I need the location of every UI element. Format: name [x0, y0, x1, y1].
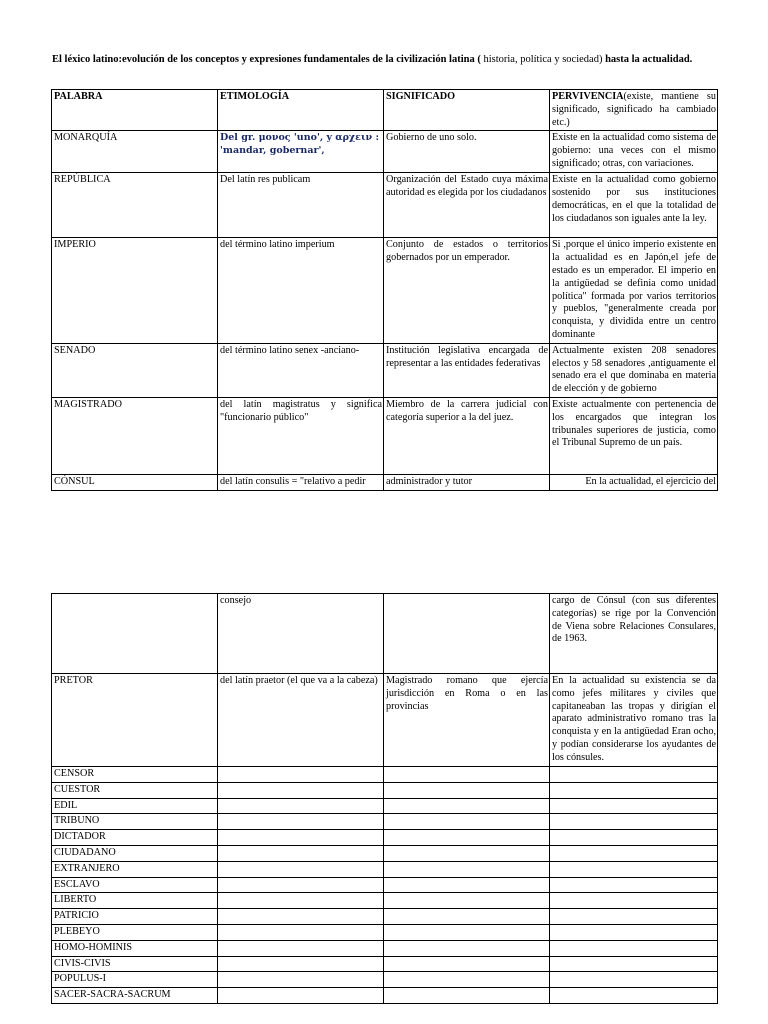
- cell-pervivencia: [550, 782, 718, 798]
- cell-etimologia: del latín magistratus y significa "funcionario público": [218, 397, 384, 474]
- cell-etimologia: [218, 767, 384, 783]
- table-row: [52, 861, 718, 877]
- cell-pervivencia: En la actualidad su existencia se da como jefes militares y civiles que capitaneaban las tropas y dirigían el aparato administrativo romano tras la conquista y en la antigüedad Eran ocho, y podían considerarse los ayudantes de los cónsules.: [550, 674, 718, 767]
- table-row: [52, 988, 718, 1004]
- document-heading: [52, 52, 718, 68]
- table-row: [52, 238, 718, 343]
- cell-pervivencia: [550, 940, 718, 956]
- table-row: [52, 924, 718, 940]
- cell-pervivencia: [550, 956, 718, 972]
- cell-pervivencia: [550, 893, 718, 909]
- cell-significado: [384, 845, 550, 861]
- cell-pervivencia: Si ,porque el único imperio existente en la actualidad es en Japón,el jefe de estado es un emperador. El imperio en la antigüedad se definia como unidad política" formada por varios territorios y pueblos, "generalmente creada por conquista, y dividida entre un centro dominante: [550, 238, 718, 343]
- cell-palabra: EXTRANJERO: [52, 861, 218, 877]
- vocabulary-table-continued: [51, 593, 718, 1004]
- cell-pervivencia: Actualmente existen 208 senadores electos y 58 senadores ,antiguamente el senado era el que dominaba en materia de elección y de gobierno: [550, 343, 718, 397]
- cell-significado: Magistrado romano que ejercía jurisdicción en Roma o en las provincias: [384, 674, 550, 767]
- empty-word-rows: [52, 767, 718, 1004]
- cell-significado: administrador y tutor: [384, 474, 550, 490]
- cell-palabra: REPÚBLICA: [52, 173, 218, 238]
- cell-significado: Miembro de la carrera judicial con categoría superior a la del juez.: [384, 397, 550, 474]
- cell-pervivencia: cargo de Cónsul (con sus diferentes categorías) se rige por la Convención de Viena sobre Relaciones Consulares, de 1963.: [550, 594, 718, 674]
- cell-etimologia: [218, 798, 384, 814]
- cell-palabra: CÓNSUL: [52, 474, 218, 490]
- cell-palabra: LIBERTO: [52, 893, 218, 909]
- cell-pervivencia: En la actualidad, el ejercicio del: [550, 474, 718, 490]
- cell-palabra: MONARQUÍA: [52, 131, 218, 173]
- cell-palabra: [52, 594, 218, 674]
- cell-pervivencia: [550, 924, 718, 940]
- vocabulary-table-top: [51, 89, 718, 491]
- cell-palabra: CIUDADANO: [52, 845, 218, 861]
- heading-bold-end: hasta la actualidad.: [605, 54, 693, 65]
- cell-significado: [384, 767, 550, 783]
- cell-significado: [384, 877, 550, 893]
- cell-significado: [384, 909, 550, 925]
- cell-palabra: SENADO: [52, 343, 218, 397]
- cell-pervivencia: [550, 798, 718, 814]
- table-row: [52, 474, 718, 490]
- table-row: [52, 767, 718, 783]
- cell-etimologia: [218, 988, 384, 1004]
- table-row: [52, 782, 718, 798]
- cell-etimologia: [218, 814, 384, 830]
- cell-etimologia: [218, 893, 384, 909]
- cell-pervivencia: [550, 909, 718, 925]
- cell-pervivencia: [550, 845, 718, 861]
- cell-significado: [384, 814, 550, 830]
- table-row: [52, 956, 718, 972]
- cell-significado: [384, 924, 550, 940]
- table-row: [52, 674, 718, 767]
- table-row: [52, 909, 718, 925]
- cell-palabra: PRETOR: [52, 674, 218, 767]
- cell-etimologia: [218, 782, 384, 798]
- cell-palabra: PLEBEYO: [52, 924, 218, 940]
- cell-significado: [384, 861, 550, 877]
- table-row: [52, 940, 718, 956]
- table-row: [52, 893, 718, 909]
- table-row: [52, 830, 718, 846]
- cell-palabra: ESCLAVO: [52, 877, 218, 893]
- cell-palabra: MAGISTRADO: [52, 397, 218, 474]
- cell-significado: Conjunto de estados o territorios gobernados por un emperador.: [384, 238, 550, 343]
- cell-palabra: CUESTOR: [52, 782, 218, 798]
- cell-significado: [384, 988, 550, 1004]
- cell-significado: [384, 940, 550, 956]
- table-row: [52, 173, 718, 238]
- cell-etimologia: [218, 830, 384, 846]
- cell-pervivencia: [550, 877, 718, 893]
- cell-palabra: EDIL: [52, 798, 218, 814]
- cell-significado: [384, 893, 550, 909]
- heading-bold-start: El léxico latino:evolución de los conceptos y expresiones fundamentales de la civilización latina (: [52, 54, 481, 65]
- table-row: [52, 845, 718, 861]
- cell-significado: Gobierno de uno solo.: [384, 131, 550, 173]
- cell-pervivencia: [550, 830, 718, 846]
- cell-etimologia: [218, 861, 384, 877]
- cell-significado: [384, 956, 550, 972]
- cell-palabra: CIVIS-CIVIS: [52, 956, 218, 972]
- cell-pervivencia: [550, 972, 718, 988]
- header-pervivencia-note: (existe, mantiene su significado, significado ha cambiado etc.): [552, 91, 716, 128]
- cell-pervivencia: Existe en la actualidad como sistema de gobierno: una veces con el mismo significado; otras, con variaciones.: [550, 131, 718, 173]
- cell-etimologia: [218, 956, 384, 972]
- cell-palabra: POPULUS-I: [52, 972, 218, 988]
- cell-etimologia: del término latino senex -anciano-: [218, 343, 384, 397]
- cell-pervivencia: [550, 988, 718, 1004]
- cell-palabra: DICTADOR: [52, 830, 218, 846]
- table-row: [52, 877, 718, 893]
- cell-significado: [384, 594, 550, 674]
- cell-significado: [384, 782, 550, 798]
- cell-significado: Institución legislativa encargada de representar a las entidades federativas: [384, 343, 550, 397]
- cell-etimologia: [218, 909, 384, 925]
- table-row: [52, 397, 718, 474]
- cell-pervivencia: Existe en la actualidad como gobierno sostenido por sus instituciones democráticas, en el que la totalidad de los ciudadanos son iguales ante la ley.: [550, 173, 718, 238]
- cell-significado: Organización del Estado cuya máxima autoridad es elegida por los ciudadanos: [384, 173, 550, 238]
- cell-etimologia: [218, 972, 384, 988]
- cell-palabra: HOMO-HOMINIS: [52, 940, 218, 956]
- header-significado: SIGNIFICADO: [384, 90, 550, 131]
- table-row: [52, 343, 718, 397]
- cell-etimologia: [218, 940, 384, 956]
- cell-etimologia: [218, 877, 384, 893]
- cell-etimologia: consejo: [218, 594, 384, 674]
- table-row: [52, 131, 718, 173]
- cell-etimologia: [218, 845, 384, 861]
- table-row: [52, 798, 718, 814]
- cell-palabra: CENSOR: [52, 767, 218, 783]
- table-row: [52, 972, 718, 988]
- header-pervivencia: [550, 90, 718, 131]
- table-row: [52, 594, 718, 674]
- cell-palabra: PATRICIO: [52, 909, 218, 925]
- cell-pervivencia: [550, 814, 718, 830]
- heading-normal: historia, política y sociedad): [480, 54, 606, 65]
- cell-pervivencia: Existe actualmente con pertenencia de los encargados que integran los tribunales superiores de justicia, como el Tribunal Supremo de un país.: [550, 397, 718, 474]
- table-header-row: [52, 90, 718, 131]
- cell-etimologia: del término latino imperium: [218, 238, 384, 343]
- table-row: [52, 814, 718, 830]
- cell-significado: [384, 830, 550, 846]
- header-pervivencia-label: PERVIVENCIA: [552, 91, 624, 102]
- header-etimologia: ETIMOLOGÍA: [218, 90, 384, 131]
- cell-pervivencia: [550, 861, 718, 877]
- cell-significado: [384, 972, 550, 988]
- cell-palabra: TRIBUNO: [52, 814, 218, 830]
- cell-etimologia: Del latín res publicam: [218, 173, 384, 238]
- header-palabra: PALABRA: [52, 90, 218, 131]
- cell-palabra: SACER-SACRA-SACRUM: [52, 988, 218, 1004]
- cell-significado: [384, 798, 550, 814]
- cell-etimologia: [218, 924, 384, 940]
- cell-etimologia: del latín praetor (el que va a la cabeza): [218, 674, 384, 767]
- cell-palabra: IMPERIO: [52, 238, 218, 343]
- cell-etimologia: Del gr. μονος 'uno', y αρχειν : 'mandar, gobernar',: [218, 131, 384, 173]
- cell-pervivencia: [550, 767, 718, 783]
- cell-etimologia: del latín consulis = "relativo a pedir: [218, 474, 384, 490]
